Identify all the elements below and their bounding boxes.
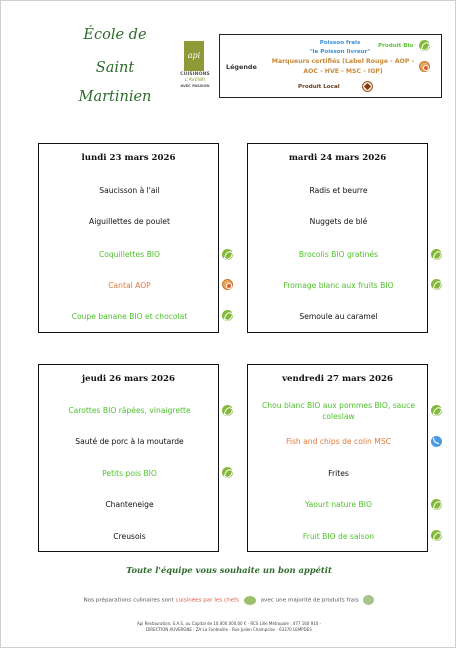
- footer-motto: Toute l'équipe vous souhaite un bon appétit: [126, 565, 332, 575]
- day-title: vendredi 27 mars 2026: [282, 374, 393, 384]
- leaf-icon: [419, 40, 430, 51]
- menu-item: Fromage blanc aux fruits BIO: [283, 281, 394, 290]
- menu-item: Carottes BIO râpées, vinaigrette: [68, 406, 191, 415]
- menu-item: Fruit BIO de saison: [302, 532, 375, 541]
- day-box-friday: [247, 364, 428, 552]
- preparation-note: [1, 595, 456, 605]
- day-title: lundi 23 mars 2026: [81, 153, 176, 163]
- menu-item: Saucisson à l'ail: [99, 186, 160, 195]
- school-line-3: Martinien: [78, 89, 152, 105]
- legal-notice: [1, 621, 456, 633]
- logo-badge: api: [184, 41, 204, 71]
- legend-certified: [266, 57, 420, 77]
- school-name: [63, 23, 167, 110]
- day-title: jeudi 26 mars 2026: [82, 374, 175, 384]
- menu-item: Sauté de porc à la moutarde: [75, 437, 184, 446]
- menu-item: Fish and chips de colin MSC: [286, 437, 391, 446]
- menu-item: Frites: [328, 469, 349, 478]
- leaf-icon: [431, 279, 442, 290]
- fish-icon: [431, 436, 442, 447]
- legend-cert-line-1: Marqueurs certifiés (Label Rouge - AOP -: [271, 58, 415, 65]
- certified-icon: [419, 61, 430, 72]
- menu-item: Brocolis BIO gratinés: [298, 250, 379, 259]
- chef-icon: [244, 596, 256, 605]
- legal-line-2: DIRECTION AUVERGNE : ZA La Fontenille - Rue Julien Champclos - 63370 LEMPDES: [146, 627, 312, 632]
- school-line-2: Saint: [95, 60, 135, 76]
- logo-line-1: CUISINONS: [180, 72, 210, 77]
- api-logo: [174, 41, 216, 93]
- day-title: mardi 24 mars 2026: [288, 153, 387, 163]
- menu-item: Nuggets de blé: [309, 217, 368, 226]
- school-line-1: École de: [83, 27, 147, 43]
- logo-line-2: L'AVENIR: [184, 78, 206, 83]
- menu-item: Cantal AOP: [108, 281, 151, 290]
- prep-text-red: cuisinées par les chefs: [175, 597, 240, 604]
- leaf-icon: [431, 249, 442, 260]
- fresh-produce-icon: [363, 595, 374, 605]
- legend-cert-line-2: AOC - HVE - MSC - IGP): [303, 68, 383, 75]
- leaf-icon: [431, 405, 442, 416]
- legend-box: [219, 34, 442, 98]
- leaf-icon: [222, 405, 233, 416]
- legend-bio-label: Produit Bio: [378, 43, 414, 49]
- menu-item: Creusois: [113, 532, 146, 541]
- leaf-icon: [431, 530, 442, 541]
- menu-item: Semoule au caramel: [299, 312, 378, 321]
- menu-item: Radis et beurre: [309, 186, 368, 195]
- certified-icon: [222, 279, 233, 290]
- menu-item: Chanteneige: [105, 500, 154, 509]
- menu-item: Coupe banane BIO et chocolat: [71, 312, 188, 321]
- menu-item: Chou blanc BIO aux pommes BIO, sauce coleslaw: [261, 401, 415, 421]
- menu-item: Yaourt nature BIO: [305, 500, 372, 509]
- menu-item: Petits pois BIO: [102, 469, 157, 478]
- leaf-icon: [222, 467, 233, 478]
- menu-item: Aiguillettes de poulet: [89, 217, 170, 226]
- legend-title: Légende: [226, 63, 257, 71]
- leaf-icon: [222, 310, 233, 321]
- legend-fish-line-2: "le Poisson livreur": [309, 49, 371, 55]
- prep-text-before: Nos préparations culinaires sont: [83, 597, 174, 604]
- leaf-icon: [431, 499, 442, 510]
- leaf-icon: [222, 249, 233, 260]
- legend-fish-line-1: Poisson frais: [319, 40, 361, 46]
- logo-line-3: AVEC PASSION: [180, 84, 210, 88]
- local-product-icon: [362, 81, 373, 92]
- day-box-thursday: [38, 364, 219, 552]
- day-box-monday: [38, 143, 219, 333]
- prep-text-after: avec une majorité de produits frais: [260, 597, 359, 604]
- legal-line-1: Api Restauration, S.A.S. au Capital de 10.000.000,00 € - RCS Lille Métropole : 477 160 910 -: [137, 621, 321, 626]
- day-box-tuesday: [247, 143, 428, 333]
- menu-item: Coquillettes BIO: [98, 250, 160, 259]
- legend-local-label: Produit Local: [298, 84, 340, 90]
